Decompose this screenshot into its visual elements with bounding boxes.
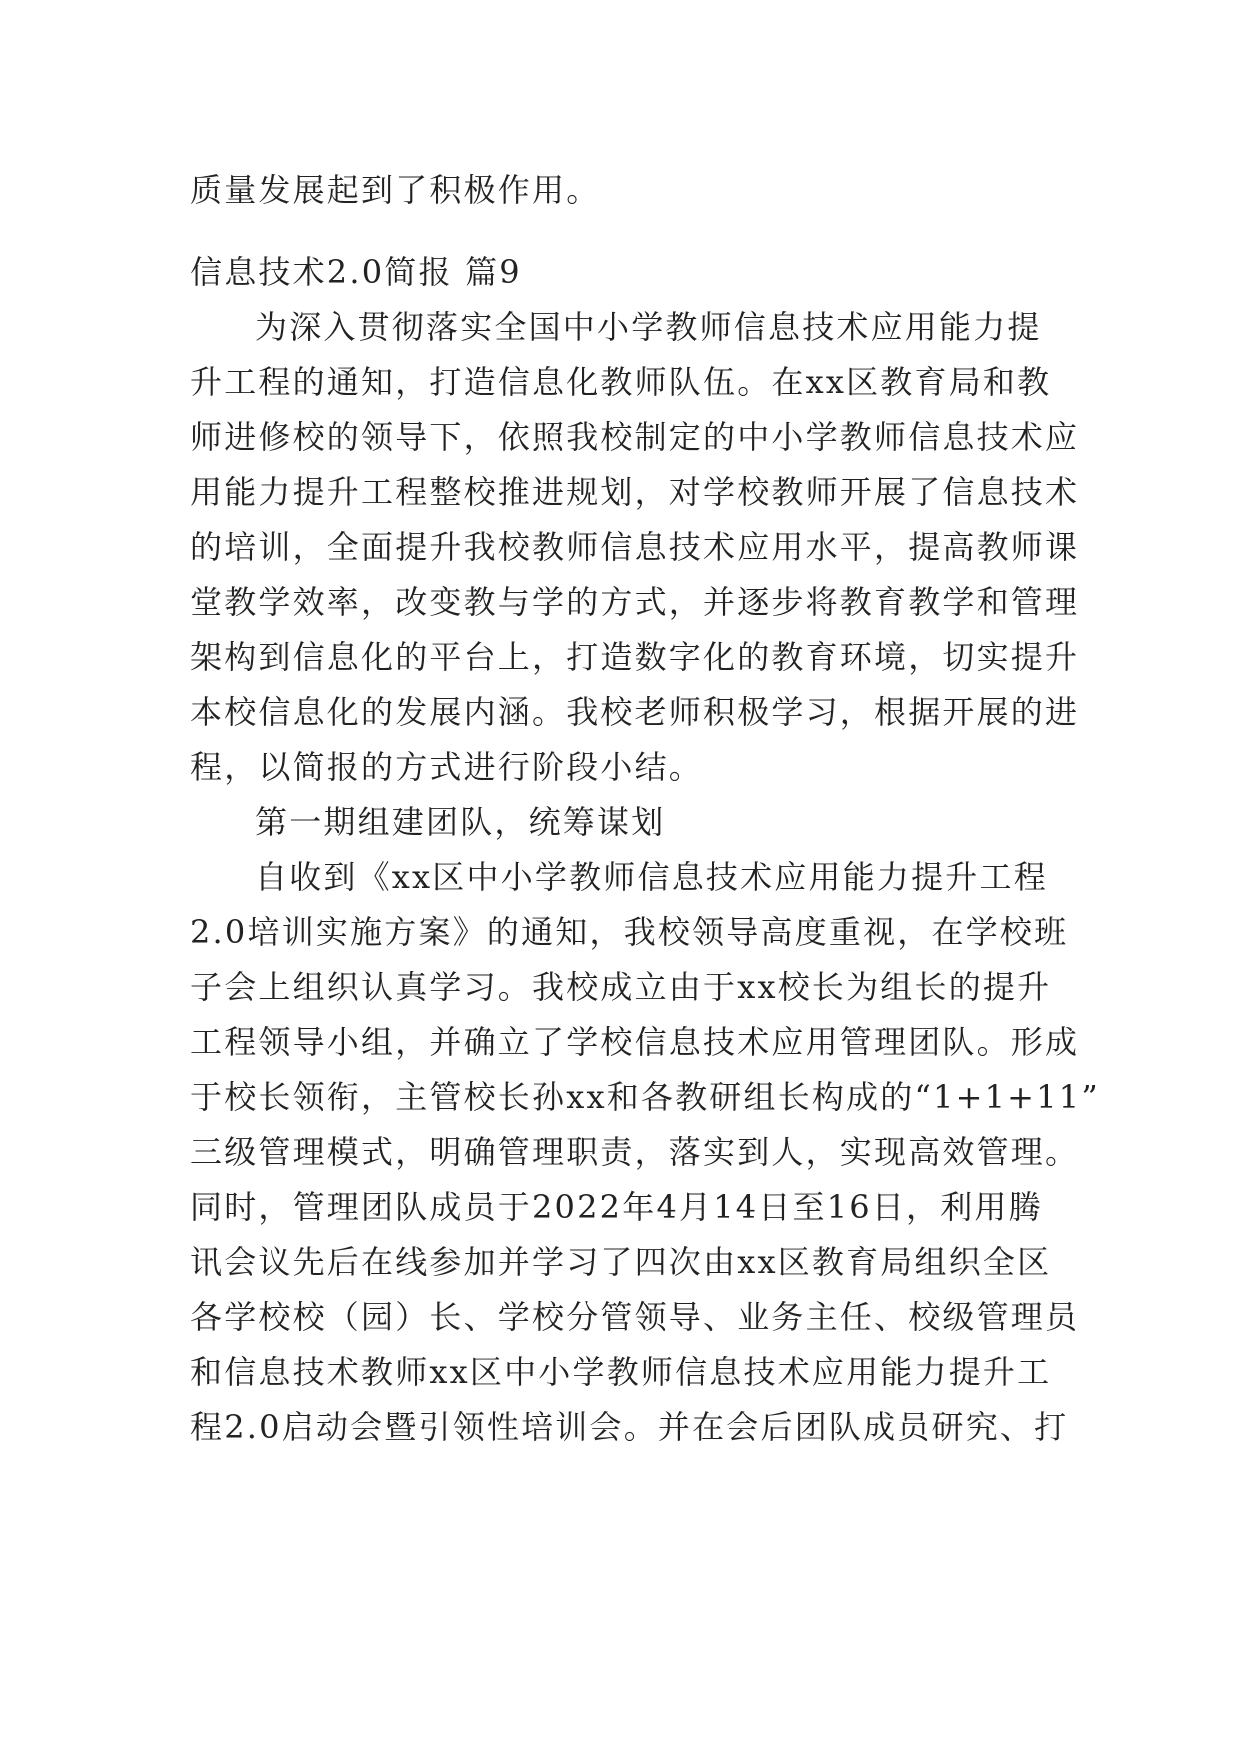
paragraph-line: 堂教学效率，改变教与学的方式，并逐步将教育教学和管理: [190, 583, 1080, 621]
paragraph-line: 和信息技术教师xx区中小学教师信息技术应用能力提升工: [190, 1353, 1052, 1391]
paragraph-line: 同时，管理团队成员于2022年4月14日至16日，利用腾: [190, 1188, 1043, 1226]
paragraph-line: 子会上组织认真学习。我校成立由于xx校长为组长的提升: [190, 968, 1052, 1006]
paragraph-line: 于校长领衔，主管校长孙xx和各教研组长构成的“1+1+11”: [190, 1078, 1100, 1116]
paragraph-line: 三级管理模式，明确管理职责，落实到人，实现高效管理。: [190, 1133, 1080, 1171]
paragraph-line: 为深入贯彻落实全国中小学教师信息技术应用能力提: [255, 308, 1042, 346]
paragraph-line: 的培训，全面提升我校教师信息技术应用水平，提高教师课: [190, 528, 1080, 566]
section-heading: 信息技术2.0简报 篇9: [190, 253, 522, 291]
paragraph-line: 本校信息化的发展内涵。我校老师积极学习，根据开展的进: [190, 693, 1080, 731]
paragraph-line: 升工程的通知，打造信息化教师队伍。在xx区教育局和教: [190, 363, 1052, 401]
subheading: 第一期组建团队，统筹谋划: [255, 803, 666, 841]
paragraph-line: 各学校校（园）长、学校分管领导、业务主任、校级管理员: [190, 1298, 1080, 1336]
paragraph-line: 架构到信息化的平台上，打造数字化的教育环境，切实提升: [190, 638, 1080, 676]
paragraph-line: 2.0培训实施方案》的通知，我校领导高度重视，在学校班: [190, 913, 1069, 951]
paragraph-line: 程，以简报的方式进行阶段小结。: [190, 748, 704, 786]
paragraph-line: 讯会议先后在线参加并学习了四次由xx区教育局组织全区: [190, 1243, 1052, 1281]
paragraph-line: 程2.0启动会暨引领性培训会。并在会后团队成员研究、打: [190, 1408, 1069, 1446]
paragraph-line: 师进修校的领导下，依照我校制定的中小学教师信息技术应: [190, 418, 1080, 456]
paragraph-line: 工程领导小组，并确立了学校信息技术应用管理团队。形成: [190, 1023, 1080, 1061]
paragraph-line: 自收到《xx区中小学教师信息技术应用能力提升工程: [255, 858, 1048, 896]
paragraph-line: 质量发展起到了积极作用。: [190, 171, 601, 209]
paragraph-line: 用能力提升工程整校推进规划，对学校教师开展了信息技术: [190, 473, 1080, 511]
